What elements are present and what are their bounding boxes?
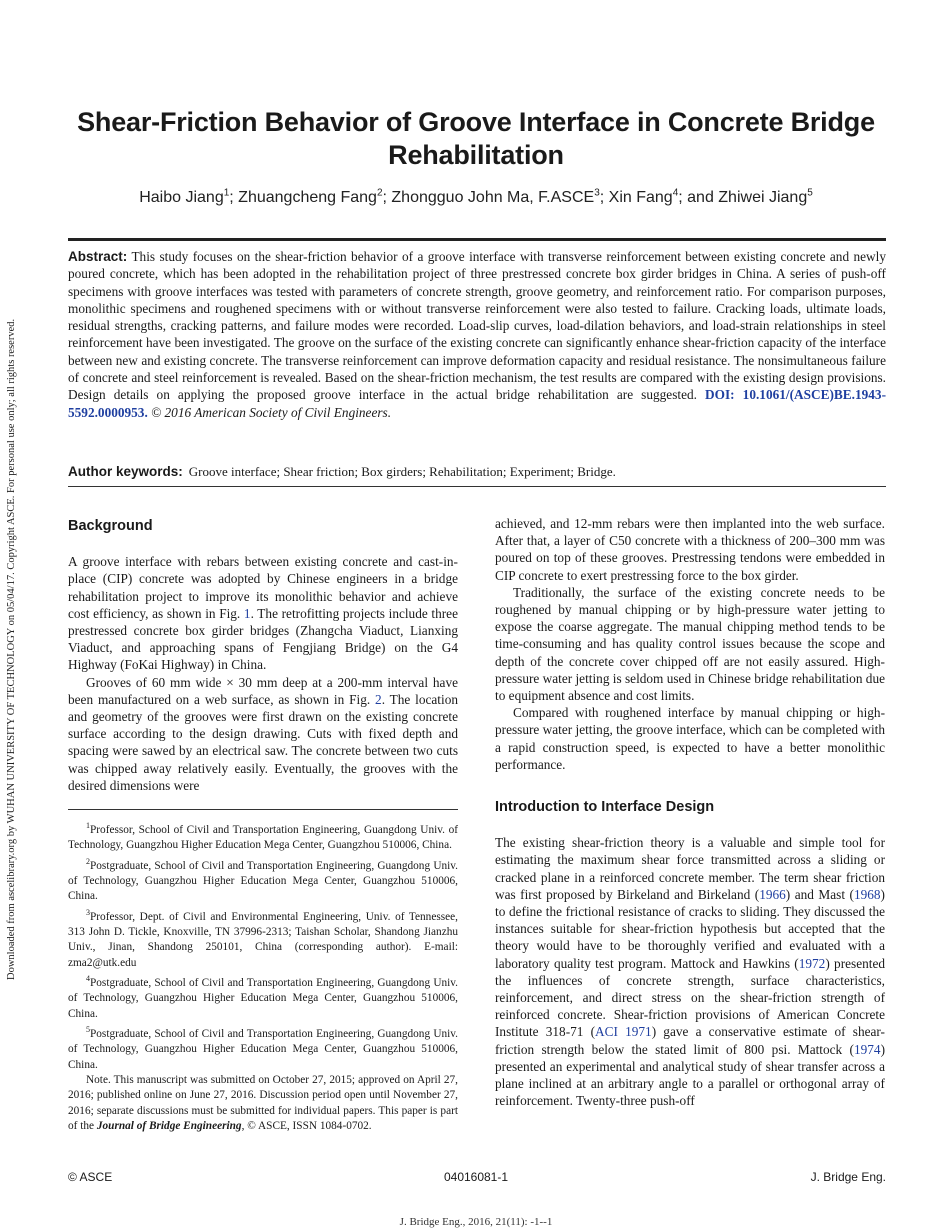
author-3: Zhongguo John Ma, F.ASCE$^3$; xyxy=(391,188,609,207)
background-paragraph-1: A groove interface with rebars between existing concrete and cast-in-place (CIP) concrete was adopted by Chinese engineers in a bridge rehabilitation project to improve its monolithic behavior and achieve cost efficiency, as shown in Fig. 1. The retrofitting projects include three prestressed concrete box girder bridges (Zhangcha Viaduct, Lianxing Viaduct, and approaching spans of Fengjiang Bridge) on the G4 Highway (FoKai Highway) in China. xyxy=(68,554,458,673)
footer-right: J. Bridge Eng. xyxy=(810,1170,886,1184)
ref-1972-link[interactable]: 1972 xyxy=(798,955,826,971)
doi-link[interactable]: DOI: 10.1061/(ASCE)BE.1943-5592.0000953. xyxy=(68,387,886,420)
footer-left: © ASCE xyxy=(68,1170,113,1184)
citation-line: J. Bridge Eng., 2016, 21(11): -1--1 xyxy=(399,1216,553,1228)
left-column xyxy=(68,518,458,794)
right-paragraph-3: Compared with roughened interface by manual chipping or high-pressure water jetting, the groove interface, which can be completed with a rapid construction speed, is expected to have a better monolithic performance. xyxy=(495,705,885,772)
download-side-note-text: Downloaded from ascelibrary.org by WUHAN UNIVERSITY OF TECHNOLOGY on 05/04/17. Copyright ASCE. For personal use only; all rights reserved. xyxy=(6,318,17,980)
fig-1-link[interactable]: 1 xyxy=(243,605,251,621)
ref-1974-link[interactable]: 1974 xyxy=(853,1041,881,1057)
footnote-1: $^1$Professor, School of Civil and Transportation Engineering, Guangdong Univ. of Technology, Guangzhou Higher Education Mega Center, Guangzhou 510006, China. xyxy=(68,821,458,852)
footnotes-block xyxy=(68,818,458,1135)
submission-note: Note. This manuscript was submitted on October 27, 2015; approved on April 27, 2016; published online on June 27, 2016. Discussion period open until November 27, 2016; separate discussions must be submitted for individual papers. This paper is part of the Journal of Bridge Engineering, © ASCE, ISSN 1084-0702. xyxy=(68,1073,458,1133)
footnote-2: $^2$Postgraduate, School of Civil and Transportation Engineering, Guangdong Univ. of Technology, Guangzhou Higher Education Mega Center, Guangzhou 510006, China. xyxy=(68,856,458,903)
ref-1966-link[interactable]: 1966 xyxy=(759,886,786,902)
abstract-block xyxy=(68,248,886,421)
fig-2-link[interactable]: 2 xyxy=(375,691,382,707)
author-2: Zhuangcheng Fang$^2$; xyxy=(238,188,392,207)
paper-title: Shear-Friction Behavior of Groove Interface in Concrete Bridge Rehabilitation xyxy=(77,107,875,170)
footnote-4: $^4$Postgraduate, School of Civil and Transportation Engineering, Guangdong Univ. of Technology, Guangzhou Higher Education Mega Center, Guangzhou 510006, China. xyxy=(68,973,458,1020)
abstract-label: Abstract: xyxy=(68,249,128,264)
keywords-text: Groove interface; Shear friction; Box girders; Rehabilitation; Experiment; Bridge. xyxy=(188,464,616,479)
author-5: Zhiwei Jiang$^5$ xyxy=(718,188,813,207)
background-heading: Background xyxy=(68,518,153,534)
ref-aci-1971-link[interactable]: ACI 1971 xyxy=(595,1024,652,1040)
right-column xyxy=(495,515,885,1110)
footnote-3: $^3$Professor, Dept. of Civil and Environmental Engineering, Univ. of Tennessee, 313 John D. Tickle, Knoxville, TN 37996-2313; Taishan Scholar, Shandong Jianzhu Univ., Jinan, Shandong 250101, China (corresponding author). E-mail: zma2@utk.edu xyxy=(68,907,458,969)
keywords-label: Author keywords: xyxy=(68,464,183,479)
author-list xyxy=(68,188,884,207)
author-1: Haibo Jiang$^1$; xyxy=(139,188,239,207)
abstract-copyright: © 2016 American Society of Civil Engineers. xyxy=(151,404,392,420)
right-paragraph-1: achieved, and 12-mm rebars were then implanted into the web surface. After that, a layer of C50 concrete with a thickness of 200–300 mm was poured on top of these grooves. Prestressing tendons were embedded in CIP concrete to exert prestressing force to the box girder. xyxy=(495,516,885,583)
footnote-rule xyxy=(68,809,458,810)
keywords-block xyxy=(68,463,886,480)
footnote-5: $^5$Postgraduate, School of Civil and Transportation Engineering, Guangdong Univ. of Technology, Guangzhou Higher Education Mega Center, Guangzhou 510006, China. xyxy=(68,1024,458,1071)
download-side-note xyxy=(2,220,18,980)
intro-paragraph-1: The existing shear-friction theory is a valuable and simple tool for estimating the maximum shear force transmitted across a sliding or cracked plane in a reinforced concrete member. The term shear friction was first proposed by Birkeland and Birkeland (1966) and Mast (1968) to define the frictional resistance of cracks to sliding. They discussed the instances suitable for shear-friction hypothesis but accepted that the theory would have to be thoroughly verified and evaluated with a laboratory quality test program. Mattock and Hawkins (1972) presented the influences of concrete strength, surface characteristics, reinforcement, and direct stress on the shear-friction strength of reinforced concrete. Shear-friction provisions of American Concrete Institute 318-71 (ACI 1971) gave a conservative estimate of shear-friction strength below the stated limit of 800 psi. Mattock (1974) presented an experimental and analytical study of shear transfer across a plane inclined at an arbitrary angle to a parallel or orthogonal array of reinforcement. Twenty-three push-off xyxy=(495,835,886,1109)
ref-1968-link[interactable]: 1968 xyxy=(853,886,881,902)
right-paragraph-2: Traditionally, the surface of the existing concrete needs to be roughened by manual chipping or by high-pressure water jetting to expose the coarse aggregate. The manual chipping method tends to be time-consuming and has quality control issues because the scope and depth of the concrete cover chipped off are not easily assured. High-pressure water jetting is seldom used in Chinese bridge rehabilitation due to equipment absence and cost limits. xyxy=(495,584,885,704)
abstract-text: This study focuses on the shear-friction behavior of a groove interface with transverse reinforcement between existing concrete and newly poured concrete, which has been adopted in the rehabilitation project of three prestressed concrete box girder bridges in China. A series of push-off specimens with groove interfaces was tested with parameters of concrete strength, groove geometry, and reinforcement ratio. For comparison purposes, monolithic specimens and roughened specimens with or without transverse reinforcement were also tested to failure. Cracking loads, ultimate loads, residual strengths, cracking patterns, and failure modes were recorded. Load-slip curves, load-dilation behaviors, and load-strain relationships in steel reinforcement have been investigated. The groove on the surface of the existing concrete can significantly enhance shear-friction capacity of the interface between new and existing concrete. The transverse reinforcement can improve deformation capacity and residual resistance. The nonsimultaneous failure of concrete and steel reinforcement is revealed. Based on the shear-friction mechanism, the test results are compared with the existing design provisions. Design details on applying the proposed groove interface in the actual bridge rehabilitation are suggested. xyxy=(68,249,887,403)
journal-name: Journal of Bridge Engineering xyxy=(96,1120,242,1133)
abstract-top-rule xyxy=(68,238,886,241)
background-paragraph-2: Grooves of 60 mm wide × 30 mm deep at a 200-mm interval have been manufactured on a web surface, as shown in Fig. 2. The location and geometry of the grooves were first drawn on the existing concrete surface according to the design drawing. Cuts with fixed depth and spacing were sawed by an electrical saw. The concrete between two cuts was chipped away relatively easily. Eventually, the grooves with the desired dimensions were xyxy=(68,674,458,793)
intro-heading: Introduction to Interface Design xyxy=(495,799,715,816)
author-4: Xin Fang$^4$; and xyxy=(608,188,719,207)
keywords-bottom-rule xyxy=(68,486,886,487)
footer-page-number: 04016081-1 xyxy=(443,1170,509,1184)
